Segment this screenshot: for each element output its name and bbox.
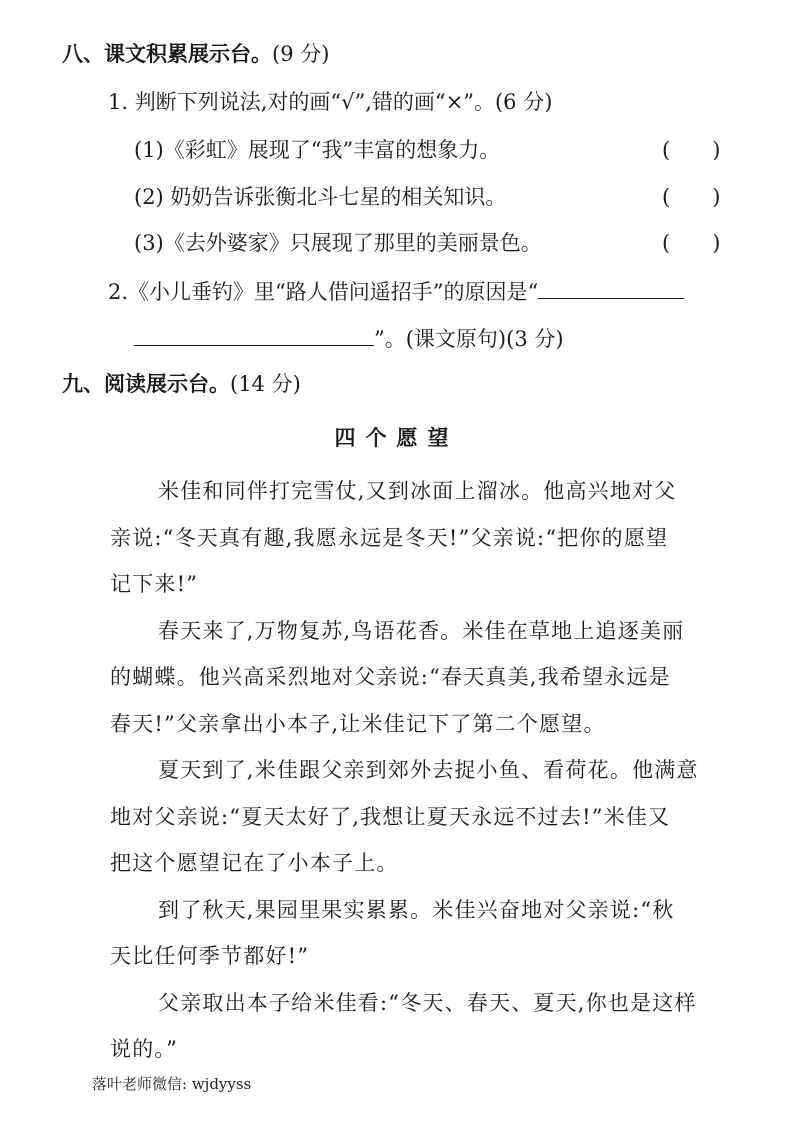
section-8-title: 八、课文积累展示台。 [62, 42, 272, 66]
question-2-suffix: ”。(课文原句)(3 分) [374, 327, 564, 351]
passage-line: 的蝴蝶。他兴高采烈地对父亲说:“春天真美,我希望永远是 [110, 665, 671, 689]
answer-box-3[interactable]: ( ) [662, 231, 721, 255]
section-9-heading [62, 374, 301, 395]
passage-line: 夏天到了,米佳跟父亲到郊外去捉小鱼、看荷花。他满意 [158, 758, 699, 782]
passage-line: 天比任何季节都好!” [110, 944, 310, 968]
passage-line: 父亲取出本子给米佳看:“冬天、春天、夏天,你也是这样 [158, 991, 697, 1015]
question-2-continuation [134, 327, 564, 350]
passage-line: 说的。” [110, 1037, 179, 1061]
passage-line: 亲说:“冬天真有趣,我愿永远是冬天!”父亲说:“把你的愿望 [110, 526, 669, 550]
question-2-text: 2.《小儿垂钓》里“路人借问遥招手”的原因是“ [108, 280, 539, 304]
question-1-item-1: (1)《彩虹》展现了“我”丰富的想象力。 [134, 138, 501, 162]
question-2-blank-1[interactable] [538, 280, 684, 299]
passage-title: 四个愿望 [334, 426, 459, 450]
footer-credit: 落叶老师微信: wjdyyss [92, 1075, 252, 1093]
answer-box-2[interactable]: ( ) [662, 185, 721, 209]
question-2-prompt [108, 280, 684, 303]
passage-line: 把这个愿望记在了小本子上。 [110, 851, 399, 875]
question-1-item-3: (3)《去外婆家》只展现了那里的美丽景色。 [134, 231, 542, 255]
section-9-title: 九、阅读展示台。 [62, 372, 230, 396]
passage-line: 记下来!” [110, 572, 199, 596]
passage-line: 春天!”父亲拿出小本子,让米佳记下了第二个愿望。 [110, 712, 606, 736]
question-1-prompt: 1. 判断下列说法,对的画“√”,错的画“×”。(6 分) [108, 90, 553, 114]
question-2-blank-2[interactable] [134, 327, 374, 346]
passage-line: 地对父亲说:“夏天太好了,我想让夏天永远不过去!”米佳又 [110, 805, 671, 829]
answer-box-1[interactable]: ( ) [662, 138, 721, 162]
passage-line: 到了秋天,果园里果实累累。米佳兴奋地对父亲说:“秋 [158, 898, 675, 922]
passage-line: 春天来了,万物复苏,鸟语花香。米佳在草地上追逐美丽 [158, 619, 685, 643]
question-1-item-2: (2) 奶奶告诉张衡北斗七星的相关知识。 [134, 185, 507, 209]
passage-line: 米佳和同伴打完雪仗,又到冰面上溜冰。他高兴地对父 [158, 479, 677, 503]
section-8-heading [62, 44, 329, 65]
section-9-score: (14 分) [230, 372, 301, 396]
section-8-score: (9 分) [272, 42, 330, 66]
